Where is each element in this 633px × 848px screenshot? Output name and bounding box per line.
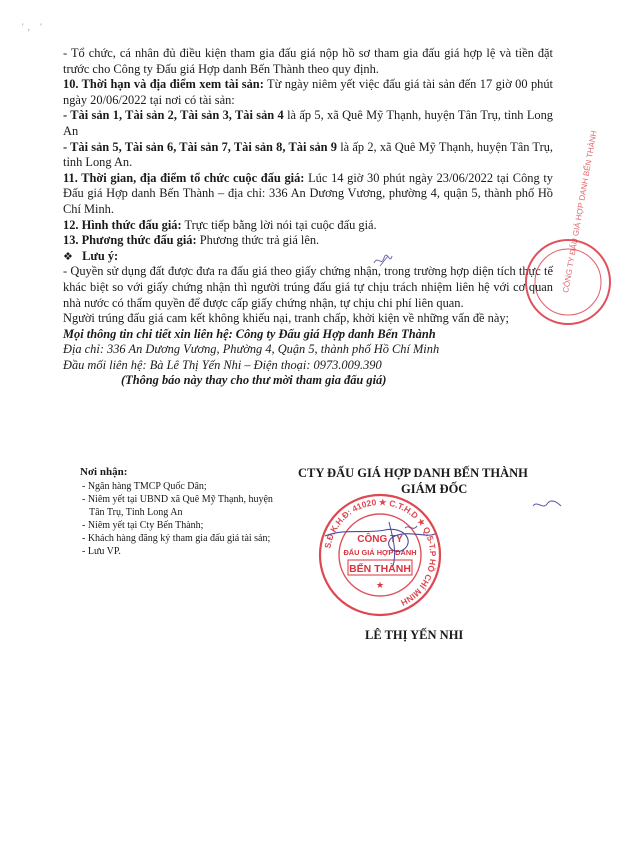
notice-body xyxy=(63,46,553,389)
signature-role: GIÁM ĐỐC xyxy=(401,482,468,496)
side-stamp-text: CÔNG TY ĐẤU GIÁ HỢP DANH BẾN THÀNH xyxy=(561,129,599,294)
paragraph-note-heading xyxy=(63,249,553,265)
label-note: Lưu ý: xyxy=(82,248,119,263)
recipients-block xyxy=(80,466,310,558)
paragraph-contact xyxy=(63,327,553,343)
recipient-item: - Ngân hàng TMCP Quốc Dân; xyxy=(82,481,207,492)
label-assets-1-4: - Tài sản 1, Tài sản 2, Tài sản 3, Tài sản 4 xyxy=(63,108,284,123)
label-viewing: 10. Thời hạn và địa điểm xem tài sản: xyxy=(63,77,264,92)
paragraph-contact-person: Đầu mối liên hệ: Bà Lê Thị Yến Nhi – Điện thoại: 0973.009.390 xyxy=(63,357,382,372)
side-stamp xyxy=(513,129,599,331)
recipient-item: - Niêm yết tại UBND xã Quê Mỹ Thạnh, huyện xyxy=(82,494,273,505)
paragraph-note-commit: Người trúng đấu giá cam kết không khiếu nại, tranh chấp, khởi kiện về những vấn đề này; xyxy=(63,311,509,326)
text-viewing: Từ ngày niêm yết việc đấu giá tài sản đến 17 giờ 00 phút ngày 20/06/2022 tại nơi có tài sản: xyxy=(63,77,553,107)
label-auction-method: 13. Phương thức đấu giá: xyxy=(63,233,197,248)
paragraph-viewing xyxy=(63,77,553,108)
label-auction-time: 11. Thời gian, địa điểm tổ chức cuộc đấu giá: xyxy=(63,170,305,185)
text-auction-form: Trực tiếp bằng lời nói tại cuộc đấu giá. xyxy=(181,217,377,232)
text-auction-method: Phương thức trả giá lên. xyxy=(196,233,320,248)
signature-company: CTY ĐẤU GIÁ HỢP DANH BẾN THÀNH xyxy=(298,466,528,480)
label-invitation: (Thông báo này thay cho thư mời tham gia đấu giá) xyxy=(121,373,387,388)
paragraph-note-land: - Quyền sử dụng đất được đưa ra đấu giá theo giấy chứng nhận, trong trường hợp diện tích thực tế khác biệt so với giấy chứng nhận thì người trúng đấu giá tự chịu trách nhiệm liên hệ với cơ quan nhà nước có thẩm quyền để được cấp giấy chứng nhận, tự chịu chi phí liên quan. xyxy=(63,264,553,310)
recipient-item: - Niêm yết tại Cty Bến Thành; xyxy=(82,520,204,531)
handwritten-signature xyxy=(285,498,565,578)
signature-name: LÊ THỊ YẾN NHI xyxy=(365,628,464,642)
recipient-item: - Khách hàng đăng ký tham gia đấu giá tài sản; xyxy=(82,533,271,544)
diamond-bullet-icon: ❖ xyxy=(63,249,73,263)
recipients-title: Nơi nhận: xyxy=(80,466,128,478)
seal-line-2: ĐẤU GIÁ HỢP DANH xyxy=(343,548,417,557)
paragraph-assets-5-9 xyxy=(63,140,553,171)
seal-line-3: BẾN THÀNH xyxy=(349,563,411,575)
seal-ring-text: S.Đ.K.H.Đ: 41020 ★ C.T.H.D ★ Q.5-T.P HỒ CHÍ MINH xyxy=(322,496,439,608)
text-assets-5-9: là ấp 2, xã Quê Mỹ Thạnh, huyện Tân Trụ, tỉnh Long An. xyxy=(63,139,553,170)
paragraph-auction-method xyxy=(63,233,553,249)
initial-scribble-icon xyxy=(372,253,394,269)
seal-line-1: CÔNG TY xyxy=(357,534,403,545)
seal-star-icon: ★ xyxy=(375,580,385,590)
text-assets-1-4: là ấp 5, xã Quê Mỹ Thạnh, huyện Tân Trụ, tỉnh Long An xyxy=(63,108,554,138)
paragraph-auction-form xyxy=(63,218,553,234)
label-auction-form: 12. Hình thức đấu giá: xyxy=(63,217,182,232)
paragraph-invitation xyxy=(63,373,553,389)
paragraph-conditions: - Tổ chức, cá nhân đủ điều kiện tham gia đấu giá nộp hồ sơ tham gia đấu giá hợp lệ và tiền đặt trước cho Công ty Đấu giá Hợp danh Bến Thành theo quy định. xyxy=(63,46,553,76)
paragraph-address: Địa chỉ: 336 An Dương Vương, Phường 4, Quận 5, thành phố Hồ Chí Minh xyxy=(63,342,440,357)
paragraph-auction-time xyxy=(63,171,553,218)
corner-mark: ', ' xyxy=(22,22,46,32)
recipient-item: - Lưu VP. xyxy=(82,546,121,557)
text-auction-time: Lúc 14 giờ 30 phút ngày 23/06/2022 tại Công ty Đấu giá Hợp danh Bến Thành – địa chỉ: 336 An Dương Vương, phường 4, quận 5, thành phố Hồ Chí Minh. xyxy=(63,170,553,216)
paragraph-assets-1-4 xyxy=(63,108,553,139)
label-assets-5-9: - Tài sản 5, Tài sản 6, Tài sản 7, Tài sản 8, Tài sản 9 xyxy=(63,139,337,154)
recipient-item-continuation: Tân Trụ, Tỉnh Long An xyxy=(89,507,183,518)
label-contact: Mọi thông tin chi tiết xin liên hệ: Công ty Đấu giá Hợp danh Bến Thành xyxy=(63,326,436,341)
